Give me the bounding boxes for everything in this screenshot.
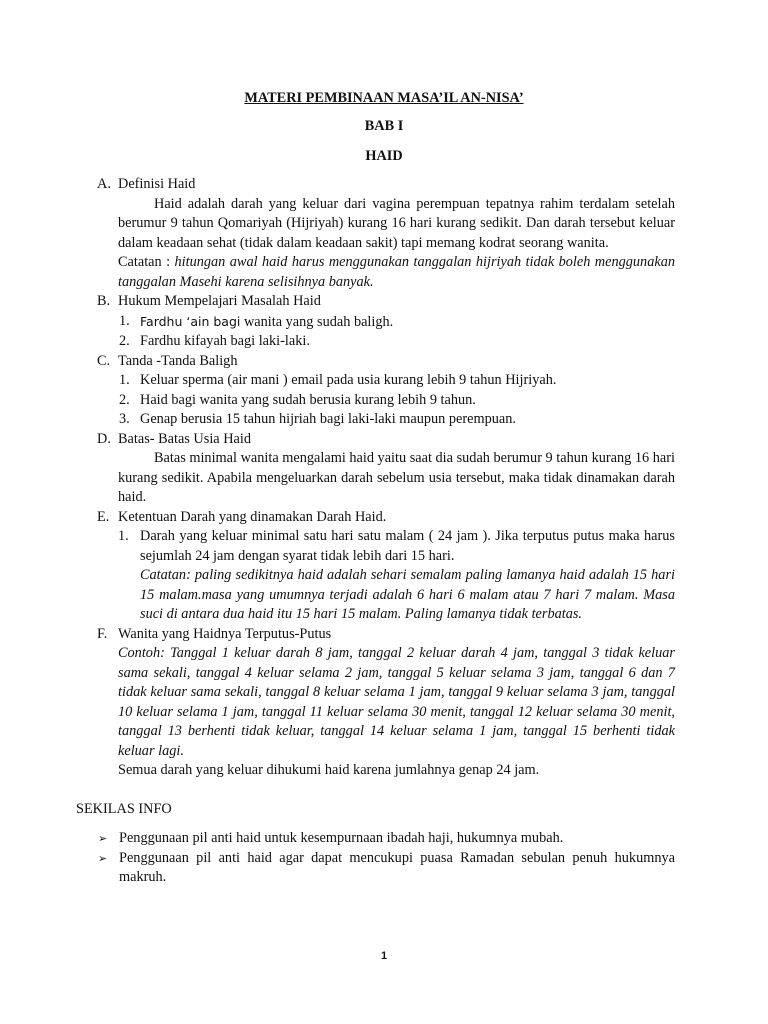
section-a bbox=[97, 175, 675, 292]
chapter-heading: BAB I bbox=[364, 118, 404, 134]
example-paragraph: Contoh: Tanggal 1 keluar darah 8 jam, tanggal 2 keluar darah 4 jam, tanggal 3 tidak keluar sama sekali, tanggal 4 keluar selama 2 jam, tanggal 5 keluar selama 3 jam, tanggal 6 dan 7 tidak keluar sama sekali, tanggal 8 keluar selama 1 jam, tanggal 9 keluar selama 3 jam, tanggal 10 keluar selama 1 jam, tanggal 11 keluar selama 30 menit, tanggal 12 keluar selama 30 menit, tanggal 13 berhenti tidak keluar, tanggal 14 keluar selama 1 jam, tanggal 15 berhenti tidak keluar lagi. bbox=[118, 645, 675, 759]
item-text: Keluar sperma (air mani ) email pada usia kurang lebih 9 tahun Hijriyah. bbox=[140, 372, 557, 388]
section-letter: E. bbox=[97, 508, 110, 525]
section-letter: B. bbox=[97, 293, 111, 309]
list-item bbox=[97, 371, 675, 391]
section-heading: Ketentuan Darah yang dinamakan Darah Haid. bbox=[118, 508, 387, 525]
item-text: Haid bagi wanita yang sudah berusia kurang lebih 9 tahun. bbox=[140, 391, 476, 408]
note-text: hitungan awal haid harus menggunakan tanggalan hijriyah tidak boleh menggunakan tanggalan Masehi karena selisihnya banyak. bbox=[118, 254, 675, 290]
list-item bbox=[97, 332, 675, 352]
list-item bbox=[97, 391, 675, 411]
item-text: wanita yang sudah baligh. bbox=[240, 313, 394, 330]
section-c bbox=[97, 352, 675, 430]
info-bullet bbox=[76, 829, 675, 849]
info-heading: SEKILAS INFO bbox=[76, 800, 172, 817]
arrowhead-bullet-icon: ➢ bbox=[98, 851, 108, 865]
subject-heading: HAID bbox=[365, 148, 403, 164]
section-heading: Definisi Haid bbox=[118, 176, 196, 192]
item-text: Darah yang keluar minimal satu hari satu malam ( 24 jam ). Jika terputus putus maka harus sejumlah 24 jam dengan syarat tidak lebih dari 15 hari. bbox=[140, 528, 675, 564]
conclusion-text: Semua darah yang keluar dihukumi haid karena jumlahnya genap 24 jam. bbox=[118, 762, 540, 778]
item-number: 3. bbox=[119, 411, 130, 427]
section-paragraph: Haid adalah darah yang keluar dari vagina perempuan tepatnya rahim terdalam setelah berumur 9 tahun Qomariyah (Hijriyah) kurang 16 hari kurang sedikit. Dan darah tersebut keluar dalam keadaan sehat (tidak dalam keadaan sakit) tapi memang kodrat seorang wanita. bbox=[118, 195, 675, 251]
info-bullet-list bbox=[76, 829, 675, 888]
item-number: 2. bbox=[119, 391, 130, 408]
section-paragraph: Batas minimal wanita mengalami haid yaitu saat dia sudah berumur 9 tahun kurang 16 hari kurang sedikit. Apabila mengeluarkan darah sebelum usia tersebut, maka tidak dinamakan darah haid. bbox=[118, 450, 675, 505]
section-heading: Batas- Batas Usia Haid bbox=[118, 430, 252, 447]
section-d bbox=[97, 430, 675, 508]
section-note bbox=[118, 253, 675, 292]
item-number: 2. bbox=[119, 333, 130, 349]
section-heading: Wanita yang Haidnya Terputus-Putus bbox=[118, 625, 332, 642]
document-title: MATERI PEMBINAAN MASA’IL AN-NISA’ bbox=[244, 90, 524, 106]
section-heading: Tanda -Tanda Baligh bbox=[118, 352, 238, 369]
section-b bbox=[97, 292, 675, 352]
bullet-text: Penggunaan pil anti haid untuk kesempurnaan ibadah haji, hukumnya mubah. bbox=[119, 830, 564, 846]
item-number: 1. bbox=[118, 528, 129, 544]
arrowhead-bullet-icon: ➢ bbox=[98, 832, 108, 845]
section-e bbox=[97, 508, 675, 625]
section-letter: A. bbox=[97, 176, 111, 192]
item-text: Fardhu kifayah bagi laki-laki. bbox=[140, 333, 310, 349]
item-number: 1. bbox=[119, 312, 130, 329]
section-heading: Hukum Mempelajari Masalah Haid bbox=[118, 293, 321, 309]
item-lead-text: Fardhu ‘ain bagi bbox=[140, 313, 241, 329]
item-note: Catatan: paling sedikitnya haid adalah sehari semalam paling lamanya haid adalah 15 hari 15 malam.masa yang umumnya terjadi adalah 6 hari 6 malam atau 7 hari 7 malam. Masa suci di antara dua haid itu 15 hari 15 malam. Paling lamanya tidak terbatas. bbox=[140, 567, 675, 622]
info-bullet bbox=[76, 849, 675, 888]
bullet-text: Penggunaan pil anti haid agar dapat mencukupi puasa Ramadan sebulan penuh hukumnya makruh. bbox=[119, 849, 675, 885]
section-letter: F. bbox=[97, 625, 108, 642]
section-letter: C. bbox=[97, 352, 111, 369]
list-item bbox=[97, 527, 675, 625]
list-item bbox=[97, 410, 675, 430]
page-number: 1 bbox=[380, 950, 388, 962]
item-number: 1. bbox=[119, 372, 130, 388]
note-label: Catatan : bbox=[118, 254, 175, 270]
section-f bbox=[97, 625, 675, 781]
list-item bbox=[97, 312, 675, 333]
item-text: Genap berusia 15 tahun hijriah bagi laki-laki maupun perempuan. bbox=[140, 411, 516, 427]
document-body bbox=[76, 175, 675, 888]
section-letter: D. bbox=[97, 430, 111, 447]
